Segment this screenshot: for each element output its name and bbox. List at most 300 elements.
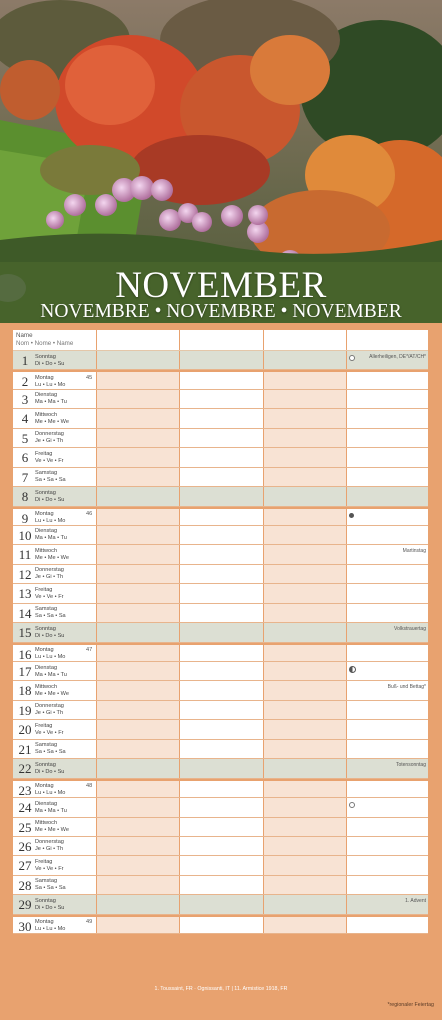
column-divider (96, 526, 97, 544)
person-cell[interactable] (96, 818, 179, 836)
person-cell[interactable] (179, 390, 263, 408)
column-divider (179, 372, 180, 388)
person-cell[interactable] (346, 545, 428, 563)
person-cell[interactable] (179, 351, 263, 369)
day-cell (13, 818, 96, 836)
person-cell[interactable] (96, 448, 179, 466)
column-divider (263, 330, 264, 350)
weekday-label (35, 762, 64, 776)
weekday-abbr: Di • Do • Su (35, 768, 65, 775)
person-cell[interactable] (179, 662, 263, 680)
weekday-name: Samstag (35, 470, 58, 477)
person-cell[interactable] (96, 390, 179, 408)
person-cell[interactable] (263, 565, 346, 583)
person-cell[interactable] (96, 604, 179, 622)
person-cell[interactable] (346, 565, 428, 583)
weekday-name: Dienstag (35, 528, 58, 535)
day-cell (13, 604, 96, 622)
column-divider (96, 487, 97, 505)
person-cell[interactable] (346, 604, 428, 622)
person-cell[interactable] (346, 917, 428, 933)
weekday-abbr: Lu • Lu • Mo (35, 518, 66, 524)
column-divider (179, 662, 180, 680)
person-cell[interactable] (179, 917, 263, 933)
person-cell[interactable] (179, 429, 263, 447)
person-cell[interactable] (179, 781, 263, 797)
day-row (13, 681, 428, 700)
person-cell[interactable] (346, 372, 428, 388)
person-cell[interactable] (263, 372, 346, 388)
person-cell[interactable] (179, 584, 263, 602)
day-number: 16 (18, 646, 32, 662)
column-divider (179, 720, 180, 738)
column-divider (179, 487, 180, 505)
column-divider (263, 895, 264, 913)
person-cell[interactable] (346, 487, 428, 505)
weekday-abbr: Ve • Ve • Fr (35, 865, 64, 872)
person-cell[interactable] (346, 837, 428, 855)
week-number: 46 (86, 511, 93, 517)
weekday-name: Donnerstag (35, 703, 64, 710)
person-cell[interactable] (96, 876, 179, 894)
weekday-abbr: Me • Me • We (35, 690, 69, 697)
person-cell[interactable] (96, 509, 179, 525)
person-cell[interactable] (346, 759, 428, 777)
column-divider (263, 720, 264, 738)
person-cell[interactable] (346, 818, 428, 836)
day-number: 30 (18, 918, 32, 934)
person-cell[interactable] (179, 759, 263, 777)
day-cell (13, 623, 96, 641)
day-cell (13, 372, 96, 388)
weekday-abbr: Me • Me • We (35, 418, 69, 425)
person-cell[interactable] (96, 856, 179, 874)
column-divider (346, 662, 347, 680)
weekday-name: Sonntag (35, 761, 56, 768)
person-cell[interactable] (263, 468, 346, 486)
person-cell[interactable] (346, 390, 428, 408)
holiday-note: Martinstag (402, 547, 426, 554)
person-cell[interactable] (346, 701, 428, 719)
weekday-label (35, 703, 64, 717)
person-cell[interactable] (263, 895, 346, 913)
column-divider (179, 837, 180, 855)
weekday-label (35, 431, 64, 445)
day-number: 3 (21, 391, 29, 407)
person-cell[interactable] (263, 487, 346, 505)
person-cell[interactable] (179, 681, 263, 699)
day-cell (13, 351, 96, 369)
person-cell[interactable] (96, 545, 179, 563)
weekday-label (35, 567, 64, 581)
person-cell[interactable] (96, 526, 179, 544)
person-cell[interactable] (179, 487, 263, 505)
weekday-abbr: Lu • Lu • Mo (35, 381, 66, 388)
day-row (13, 351, 428, 370)
day-cell (13, 409, 96, 427)
person-cell[interactable] (263, 759, 346, 777)
day-row (13, 429, 428, 448)
person-cell[interactable] (346, 856, 428, 874)
person-cell[interactable] (179, 468, 263, 486)
person-cell[interactable] (96, 740, 179, 758)
day-cell (13, 526, 96, 544)
weekday-abbr: Je • Gi • Th (35, 846, 64, 853)
column-divider (346, 623, 347, 641)
day-cell (13, 565, 96, 583)
weekday-name: Samstag (35, 742, 58, 749)
person-cell[interactable] (263, 526, 346, 544)
day-row (13, 662, 428, 681)
day-number: 26 (18, 838, 32, 854)
person-cell[interactable] (263, 662, 346, 680)
person-cell[interactable] (346, 681, 428, 699)
weekday-name: Donnerstag (35, 567, 64, 574)
day-row (13, 779, 428, 798)
day-number: 28 (18, 877, 32, 893)
column-divider (263, 390, 264, 408)
person-cell[interactable] (179, 740, 263, 758)
weekday-label (35, 626, 64, 640)
person-cell[interactable] (96, 565, 179, 583)
holiday-note: Buß- und Bettag* (387, 683, 426, 690)
column-divider (263, 526, 264, 544)
day-number: 5 (21, 430, 29, 446)
column-divider (96, 781, 97, 797)
column-divider (263, 509, 264, 525)
moon-phase-icon (349, 513, 354, 518)
person-cell[interactable] (179, 623, 263, 641)
person-cell[interactable] (346, 740, 428, 758)
column-divider (263, 545, 264, 563)
weekday-label (35, 801, 67, 815)
person-cell[interactable] (346, 623, 428, 641)
column-divider (179, 701, 180, 719)
person-cell[interactable] (263, 623, 346, 641)
weekday-abbr: Je • Gi • Th (35, 438, 64, 445)
person-cell[interactable] (263, 390, 346, 408)
weekday-label (35, 878, 66, 892)
weekday-label (35, 354, 64, 368)
column-divider (346, 351, 347, 369)
column-divider (179, 545, 180, 563)
person-cell[interactable] (263, 856, 346, 874)
person-cell[interactable] (96, 645, 179, 661)
weekday-name: Montag (35, 511, 54, 517)
week-number: 48 (86, 783, 93, 790)
column-divider (96, 330, 97, 350)
person-cell[interactable] (346, 429, 428, 447)
person-cell[interactable] (96, 409, 179, 427)
weekday-name: Mittwoch (35, 820, 58, 826)
person-cell[interactable] (179, 895, 263, 913)
column-divider (263, 876, 264, 894)
person-cell[interactable] (346, 798, 428, 816)
weekday-label (35, 587, 63, 601)
person-cell[interactable] (263, 701, 346, 719)
day-number: 22 (18, 761, 32, 777)
month-translations: NOVEMBRE • NOVEMBRE • NOVEMBER (40, 301, 402, 322)
weekday-abbr: Je • Gi • Th (35, 710, 64, 717)
name-label: Name (16, 332, 33, 339)
column-divider (179, 584, 180, 602)
day-cell (13, 662, 96, 680)
person-cell[interactable] (263, 448, 346, 466)
column-divider (346, 895, 347, 913)
day-row (13, 545, 428, 564)
month-title: NOVEMBER (115, 265, 327, 306)
person-cell[interactable] (263, 876, 346, 894)
day-number: 23 (18, 782, 32, 798)
person-cell[interactable] (96, 895, 179, 913)
person-cell[interactable] (96, 798, 179, 816)
day-row (13, 409, 428, 428)
column-divider (179, 818, 180, 836)
person-cell[interactable] (346, 448, 428, 466)
person-cell[interactable] (263, 409, 346, 427)
day-cell (13, 645, 96, 661)
person-cell[interactable] (179, 604, 263, 622)
weekday-abbr: Sa • Sa • Sa (35, 477, 66, 484)
person-cell[interactable] (263, 917, 346, 933)
weekday-name: Montag (35, 647, 54, 654)
day-number: 6 (21, 450, 29, 466)
person-cell[interactable] (96, 720, 179, 738)
person-cell[interactable] (263, 740, 346, 758)
person-cell[interactable] (179, 876, 263, 894)
moon-phase-icon (349, 355, 355, 361)
weekday-abbr: Ma • Ma • Tu (35, 807, 67, 814)
column-divider (263, 584, 264, 602)
person-cell[interactable] (346, 895, 428, 913)
weekday-name: Sonntag (35, 353, 56, 360)
column-divider (263, 409, 264, 427)
column-divider (179, 781, 180, 797)
day-row (13, 837, 428, 856)
weekday-abbr: Di • Do • Su (35, 632, 65, 639)
column-divider (179, 509, 180, 525)
person-cell[interactable] (346, 409, 428, 427)
day-cell (13, 720, 96, 738)
person-cell[interactable] (263, 818, 346, 836)
weekday-label (35, 723, 63, 737)
person-cell[interactable] (346, 351, 428, 369)
day-number: 8 (21, 489, 29, 505)
person-cell[interactable] (96, 781, 179, 797)
person-cell[interactable] (179, 509, 263, 525)
name-header-row (13, 330, 428, 351)
person-cell[interactable] (263, 798, 346, 816)
person-cell[interactable] (179, 409, 263, 427)
column-divider (346, 468, 347, 486)
day-cell (13, 584, 96, 602)
person-cell[interactable] (179, 526, 263, 544)
weekday-label (35, 859, 63, 873)
column-divider (346, 876, 347, 894)
column-divider (96, 917, 97, 933)
column-divider (179, 429, 180, 447)
column-divider (263, 837, 264, 855)
column-divider (179, 330, 180, 350)
person-cell[interactable] (346, 876, 428, 894)
column-divider (96, 895, 97, 913)
person-cell[interactable] (96, 623, 179, 641)
column-divider (346, 409, 347, 427)
weekday-label (35, 511, 65, 525)
column-divider (263, 604, 264, 622)
person-cell[interactable] (179, 545, 263, 563)
weekday-label (35, 919, 65, 933)
column-divider (179, 526, 180, 544)
weekday-name: Freitag (35, 586, 53, 593)
column-divider (346, 720, 347, 738)
weekday-name: Dienstag (35, 392, 58, 399)
person-cell[interactable] (179, 565, 263, 583)
person-cell[interactable] (263, 545, 346, 563)
person-cell[interactable] (179, 720, 263, 738)
person-cell[interactable] (346, 468, 428, 486)
column-divider (96, 409, 97, 427)
person-cell[interactable] (263, 645, 346, 661)
person-cell[interactable] (96, 487, 179, 505)
weekday-name: Dienstag (35, 664, 58, 671)
person-cell[interactable] (179, 837, 263, 855)
person-cell[interactable] (346, 720, 428, 738)
column-divider (346, 740, 347, 758)
weekday-abbr: Lu • Lu • Mo (35, 654, 66, 661)
weekday-abbr: Ve • Ve • Fr (35, 729, 64, 736)
person-cell[interactable] (179, 448, 263, 466)
person-cell[interactable] (179, 372, 263, 388)
weekday-label (35, 528, 67, 542)
day-number: 24 (18, 800, 32, 816)
day-cell (13, 509, 96, 525)
person-cell[interactable] (96, 837, 179, 855)
column-divider (263, 701, 264, 719)
day-row (13, 876, 428, 895)
footer-note: *regionaler Feiertag (387, 1002, 434, 1008)
weekday-abbr: Ve • Ve • Fr (35, 457, 64, 464)
column-divider (179, 876, 180, 894)
day-row (13, 584, 428, 603)
column-divider (346, 917, 347, 933)
weekday-name: Freitag (35, 722, 53, 729)
person-cell[interactable] (96, 701, 179, 719)
column-divider (179, 759, 180, 777)
weekday-name: Sonntag (35, 489, 56, 496)
day-number: 7 (21, 469, 29, 485)
column-divider (346, 818, 347, 836)
column-divider (96, 584, 97, 602)
column-divider (96, 372, 97, 388)
person-cell[interactable] (96, 759, 179, 777)
weekday-name: Freitag (35, 450, 53, 457)
day-number: 11 (18, 547, 32, 563)
day-row (13, 740, 428, 759)
person-cell[interactable] (96, 468, 179, 486)
column-divider (346, 781, 347, 797)
person-cell[interactable] (346, 781, 428, 797)
weekday-abbr: Je • Gi • Th (35, 574, 64, 581)
column-divider (96, 565, 97, 583)
weekday-label (35, 412, 69, 426)
weekday-abbr: Sa • Sa • Sa (35, 749, 66, 756)
column-divider (179, 740, 180, 758)
day-cell (13, 740, 96, 758)
person-cell[interactable] (346, 584, 428, 602)
person-cell[interactable] (96, 917, 179, 933)
person-cell[interactable] (263, 720, 346, 738)
column-divider (346, 837, 347, 855)
weekday-abbr: Lu • Lu • Mo (35, 926, 66, 933)
person-cell[interactable] (96, 662, 179, 680)
person-cell[interactable] (96, 372, 179, 388)
person-cell[interactable] (346, 509, 428, 525)
column-divider (263, 759, 264, 777)
day-cell (13, 448, 96, 466)
person-cell[interactable] (263, 604, 346, 622)
person-cell[interactable] (346, 662, 428, 680)
weekday-abbr: Ma • Ma • Tu (35, 535, 67, 542)
weekday-abbr: Ma • Ma • Tu (35, 671, 67, 678)
day-row (13, 507, 428, 526)
person-cell[interactable] (263, 351, 346, 369)
person-cell[interactable] (263, 584, 346, 602)
person-cell[interactable] (96, 429, 179, 447)
person-cell[interactable] (96, 681, 179, 699)
weekday-label (35, 392, 67, 406)
day-number: 18 (18, 683, 32, 699)
moon-phase-icon (349, 802, 355, 808)
weekday-label (35, 490, 64, 504)
weekday-name: Montag (35, 783, 54, 790)
column-divider (346, 526, 347, 544)
day-row (13, 448, 428, 467)
person-cell[interactable] (346, 526, 428, 544)
day-number: 25 (18, 819, 32, 835)
person-cell[interactable] (179, 645, 263, 661)
person-cell[interactable] (179, 701, 263, 719)
column-divider (346, 330, 347, 350)
person-cell[interactable] (263, 781, 346, 797)
person-cell[interactable] (179, 856, 263, 874)
column-divider (263, 429, 264, 447)
column-divider (179, 409, 180, 427)
column-divider (96, 876, 97, 894)
column-divider (96, 740, 97, 758)
day-cell (13, 701, 96, 719)
day-number: 10 (18, 527, 32, 543)
person-cell[interactable] (263, 837, 346, 855)
person-cell[interactable] (179, 798, 263, 816)
weekday-abbr: Di • Do • Su (35, 360, 65, 367)
person-cell[interactable] (96, 351, 179, 369)
day-number: 17 (18, 664, 32, 679)
person-cell[interactable] (179, 818, 263, 836)
day-row (13, 468, 428, 487)
day-row (13, 487, 428, 506)
person-cell[interactable] (263, 509, 346, 525)
day-number: 13 (18, 586, 32, 602)
person-cell[interactable] (96, 584, 179, 602)
day-row (13, 526, 428, 545)
column-divider (263, 781, 264, 797)
person-cell[interactable] (263, 429, 346, 447)
person-cell[interactable] (263, 681, 346, 699)
person-cell[interactable] (346, 645, 428, 661)
day-cell (13, 468, 96, 486)
column-divider (179, 468, 180, 486)
